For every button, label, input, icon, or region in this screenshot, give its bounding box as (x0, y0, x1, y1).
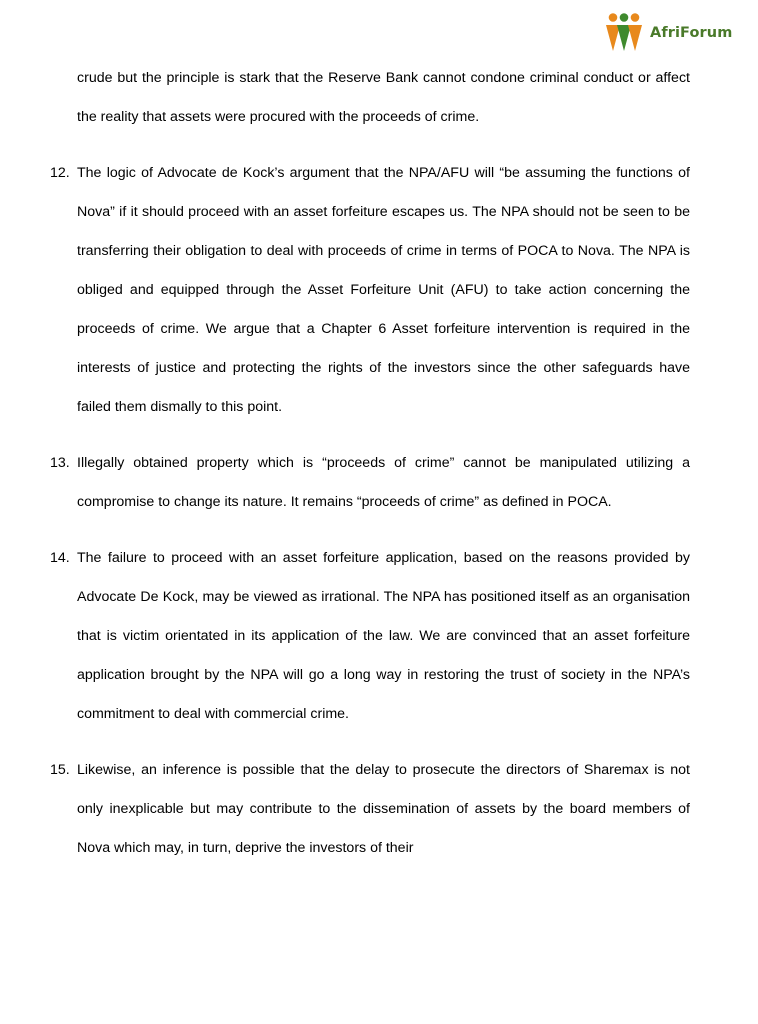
numbered-paragraph-14 (50, 539, 690, 734)
paragraph-number: 12. (50, 164, 70, 181)
paragraph-text: Illegally obtained property which is “proceeds of crime” cannot be manipulated utilizing a compromise to change its nature. It remains “proceeds of crime” as defined in POCA. (77, 454, 690, 510)
numbered-paragraph-13 (50, 444, 690, 522)
document-body (50, 59, 690, 868)
paragraph-number: 13. (50, 454, 70, 471)
people-logo-icon (602, 11, 646, 55)
paragraph-text: crude but the principle is stark that the Reserve Bank cannot condone criminal conduct or affect the reality that assets were procured with the proceeds of crime. (77, 70, 690, 126)
paragraph-text: The logic of Advocate de Kock’s argument that the NPA/AFU will “be assuming the functions of Nova” if it should proceed with an asset forfeiture escapes us. The NPA should not be seen to be transferring their obligation to deal with proceeds of crime in terms of POCA to Nova. The NPA is obliged and equipped through the Asset Forfeiture Unit (AFU) to take action concerning the proceeds of crime. We argue that a Chapter 6 Asset forfeiture intervention is required in the interests of justice and protecting the rights of the investors since the other safeguards have failed them dismally to this point. (77, 164, 690, 416)
paragraph-number: 14. (50, 549, 70, 566)
numbered-paragraph-12 (50, 154, 690, 428)
afriforum-logo (602, 10, 752, 56)
numbered-paragraph-15 (50, 751, 690, 868)
logo-text: AfriForum (650, 25, 733, 41)
paragraph-number: 15. (50, 761, 70, 778)
paragraph-text: Likewise, an inference is possible that the delay to prosecute the directors of Sharemax is not only inexplicable but may contribute to the dissemination of assets by the board members of Nova which may, in turn, deprive the investors of their (77, 761, 690, 856)
continuation-paragraph (50, 59, 690, 137)
paragraph-text: The failure to proceed with an asset forfeiture application, based on the reasons provided by Advocate De Kock, may be viewed as irrational. The NPA has positioned itself as an organisation that is victim orientated in its application of the law. We are convinced that an asset forfeiture application brought by the NPA will go a long way in restoring the trust of society in the NPA’s commitment to deal with commercial crime. (77, 549, 690, 722)
